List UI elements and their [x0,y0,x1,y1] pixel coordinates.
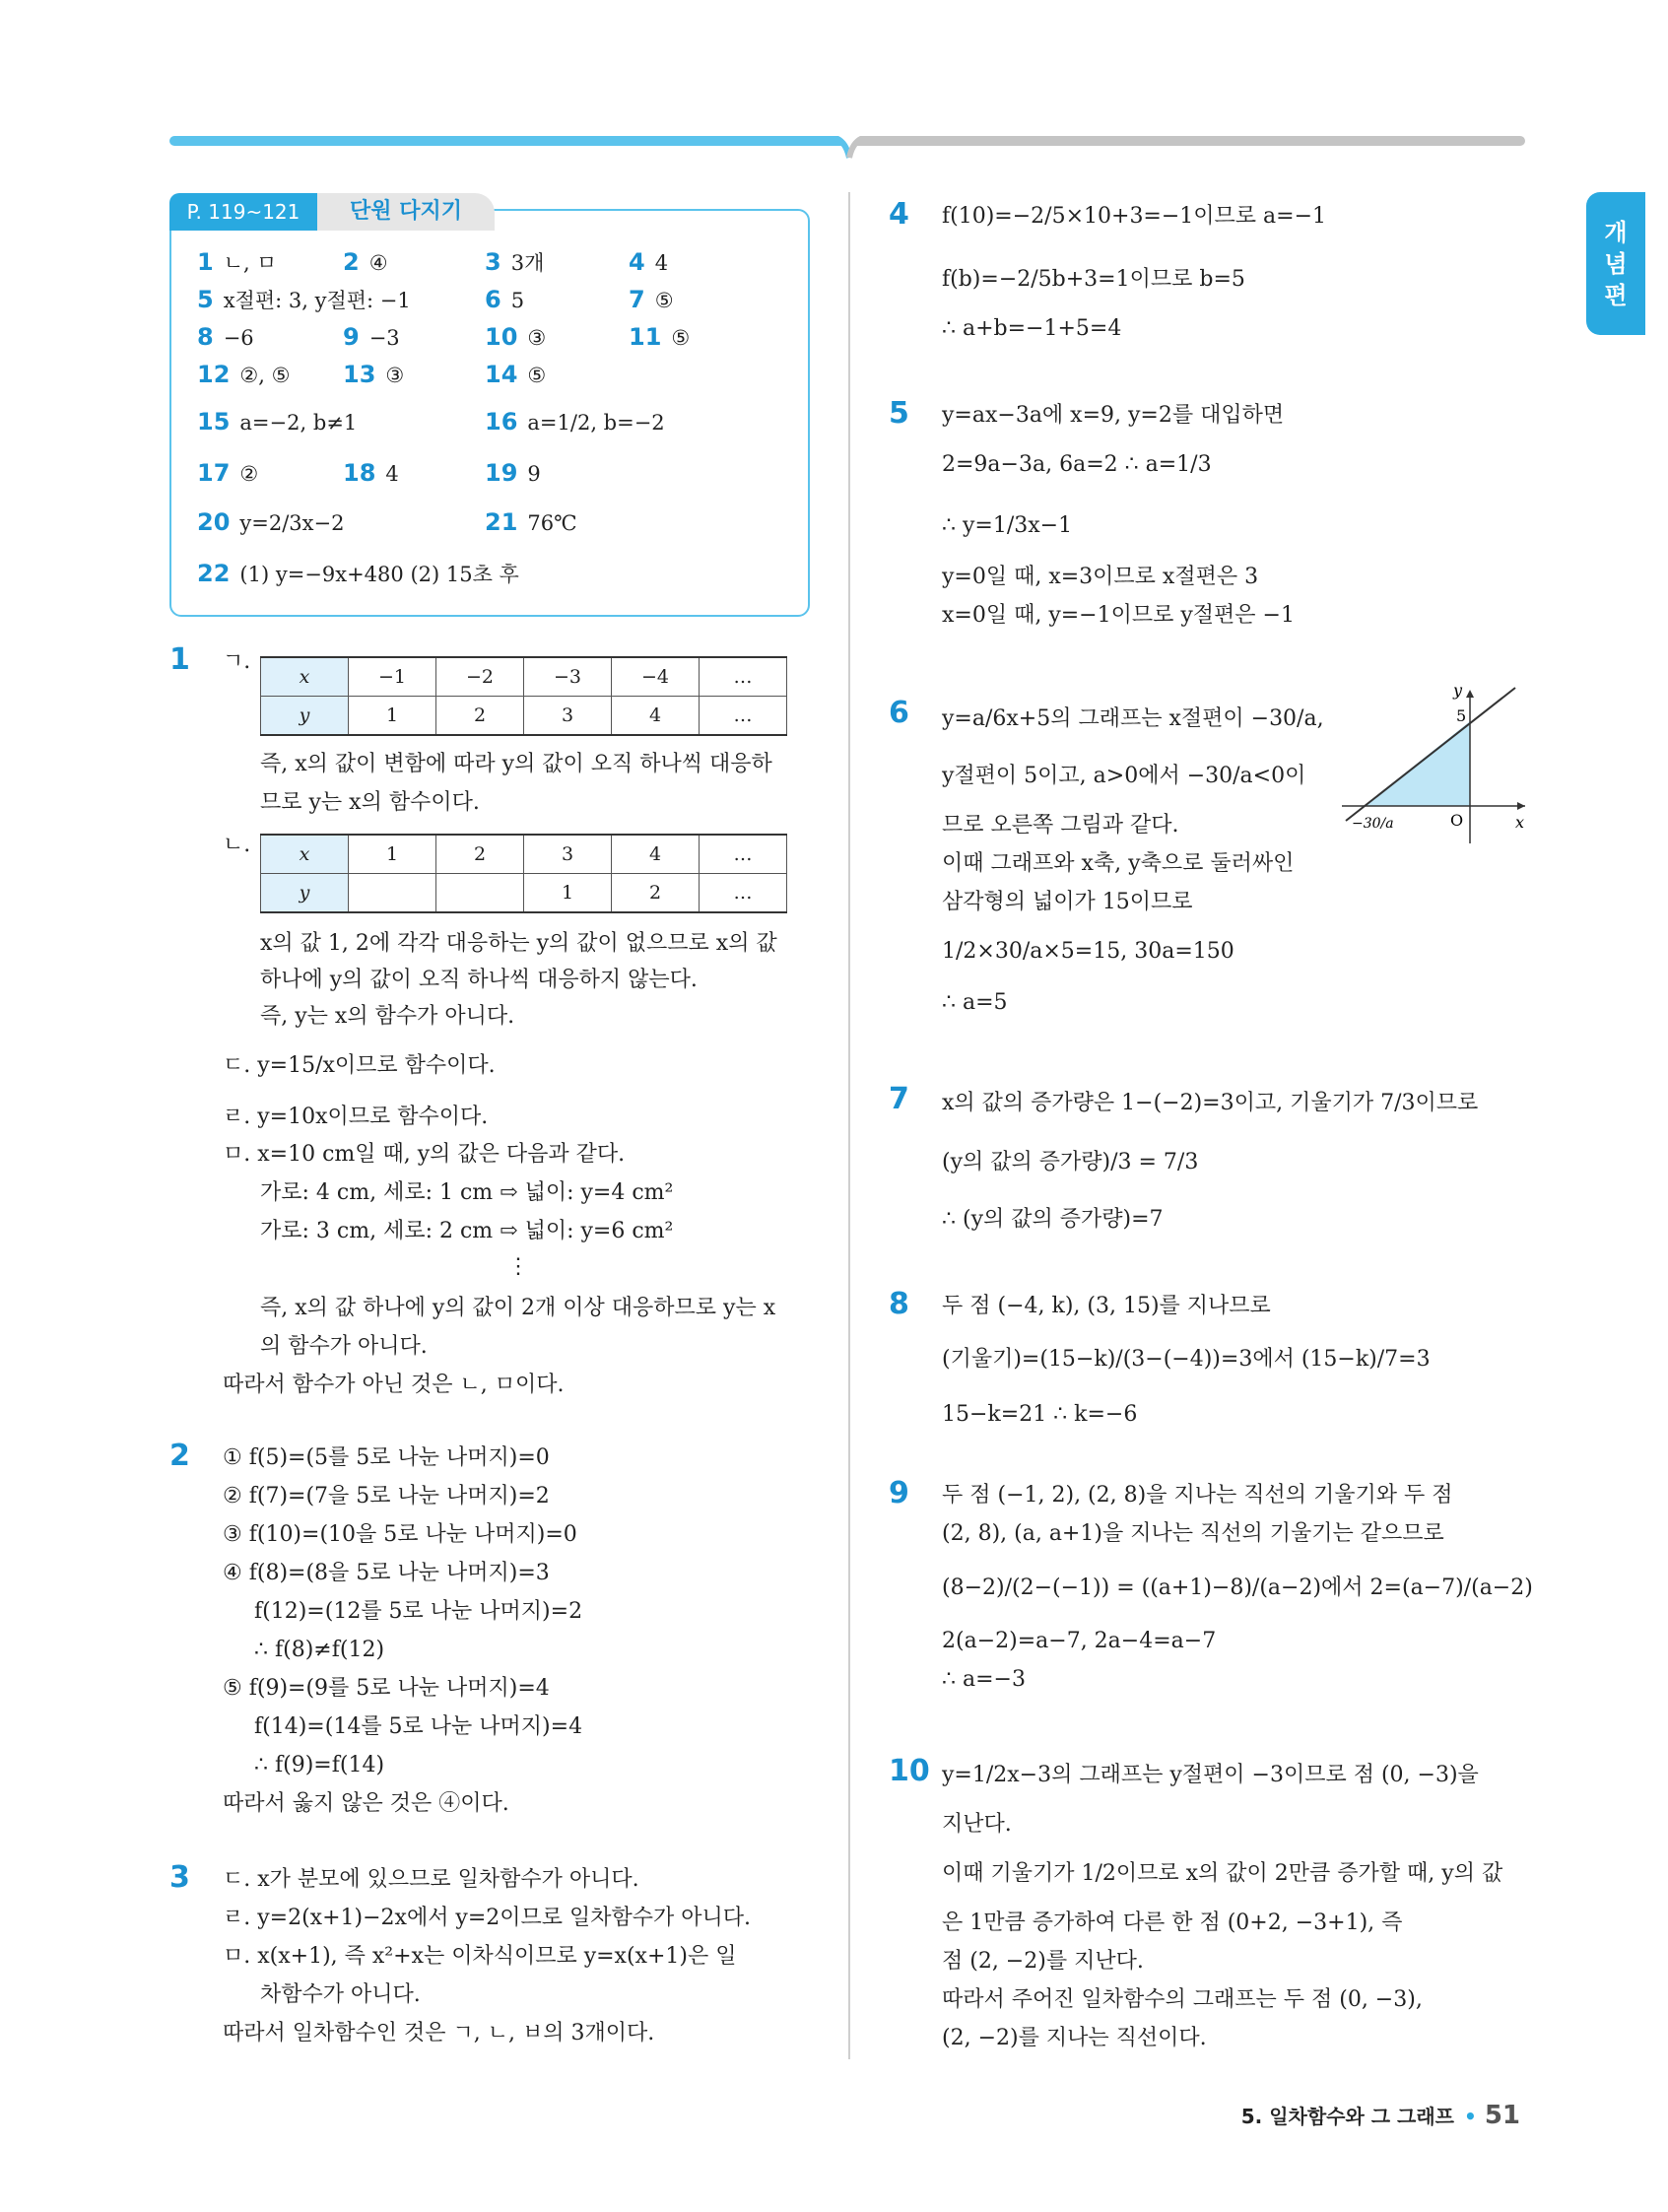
answer-number: 13 [343,361,376,388]
answer-value: (1) y=−9x+480 (2) 15초 후 [239,563,519,586]
answer-value: 3개 [510,251,545,275]
text-line: x의 값 1, 2에 각각 대응하는 y의 값이 없으므로 x의 값 [260,931,777,956]
table-cell: … [700,874,787,913]
bullet-icon: • [1464,2105,1477,2128]
top-rule-notch [832,136,867,160]
answer-value: a=−2, b≠1 [239,411,358,435]
problem-number: 9 [889,1476,909,1510]
text-line: x=0일 때, y=−1이므로 y절편은 −1 [942,603,1295,628]
text-line: ∴ a=−3 [942,1667,1026,1692]
answer-value: x절편: 3, y절편: −1 [223,289,411,312]
answer-value: 5 [510,289,525,312]
text-line: 지난다. [942,1812,1012,1837]
text-line: 두 점 (−1, 2), (2, 8)을 지나는 직선의 기울기와 두 점 [942,1483,1453,1508]
text-line: ② f(7)=(7을 5로 나눈 나머지)=2 [223,1484,550,1508]
text-line: (2, −2)를 지나는 직선이다. [942,2026,1207,2050]
chapter-title: 5. 일차함수와 그 그래프 [1240,2105,1455,2128]
answer-number: 12 [197,361,231,388]
text-line: x의 값의 증가량은 1−(−2)=3이고, 기울기가 7/3이므로 [942,1091,1479,1115]
answer-number: 11 [629,323,662,351]
answer-value: y=2/3x−2 [239,511,345,535]
y-intercept-label: 5 [1456,706,1467,725]
side-tab-char: 편 [1604,281,1628,309]
table-cell: 2 [612,874,700,913]
table-cell: −2 [436,657,524,697]
text-line: 2=9a−3a, 6a=2 ∴ a=1/3 [942,452,1212,477]
text-line: ∴ f(9)=f(14) [254,1753,385,1777]
answer-value: 9 [527,462,541,486]
answer-number: 4 [629,248,645,276]
table-cell: −3 [524,657,612,697]
answer-value: ③ [385,364,405,387]
text-line: 따라서 옳지 않은 것은 ④이다. [223,1791,509,1816]
text-line: ∴ y=1/3x−1 [942,513,1073,538]
answer-value: ⑤ [671,326,691,350]
side-tab-char: 개 [1604,218,1628,246]
text-line: y절편이 5이고, a>0에서 −30/a<0이 [942,764,1306,788]
answer-value: 76℃ [527,511,577,535]
x-axis-arrow-icon [1517,802,1525,810]
text-line: 차함수가 아니다. [260,1982,421,2007]
table-cell: 4 [612,697,700,736]
text-line: ① f(5)=(5를 5로 나눈 나머지)=0 [223,1445,550,1470]
text-line: ㅁ. x=10 cm일 때, y의 값은 다음과 같다. [223,1142,626,1167]
table-cell [436,874,524,913]
table-cell: … [700,697,787,736]
answer-number: 14 [485,361,518,388]
page-number: 51 [1484,2101,1520,2130]
problem-number: 5 [889,396,909,431]
text-line: 2(a−2)=a−7, 2a−4=a−7 [942,1629,1217,1653]
y-axis-arrow-icon [1466,690,1474,698]
text-line: 따라서 함수가 아닌 것은 ㄴ, ㅁ이다. [223,1373,565,1397]
item-label: ㄱ. [223,649,251,674]
text-line: f(12)=(12를 5로 나눈 나머지)=2 [254,1599,583,1624]
text-line: (8−2)/(2−(−1)) = ((a+1)−8)/(a−2)에서 2=(a−7)/(a−2) [942,1575,1533,1600]
text-line: ㄹ. y=10x이므로 함수이다. [223,1105,489,1129]
text-line: ㅁ. x(x+1), 즉 x²+x는 이차식이므로 y=x(x+1)은 일 [223,1944,737,1969]
text-line: ③ f(10)=(10을 5로 나눈 나머지)=0 [223,1522,577,1547]
text-line: 하나에 y의 값이 오직 하나씩 대응하지 않는다. [260,968,698,992]
answer-number: 3 [485,248,501,276]
text-line: 따라서 일차함수인 것은 ㄱ, ㄴ, ㅂ의 3개이다. [223,2021,655,2045]
text-line: 이때 기울기가 1/2이므로 x의 값이 2만큼 증가할 때, y의 값 [942,1861,1503,1886]
problem-number: 3 [169,1860,190,1895]
text-line: ㄷ. y=15/x이므로 함수이다. [223,1053,496,1078]
text-line: y=a/6x+5의 그래프는 x절편이 −30/a, [942,706,1324,731]
table-cell: y [261,874,349,913]
problem-number: 10 [889,1754,930,1788]
table-cell: 3 [524,697,612,736]
text-line: 즉, x의 값 하나에 y의 값이 2개 이상 대응하므로 y는 x [260,1296,776,1320]
text-line: f(10)=−2/5×10+3=−1이므로 a=−1 [942,204,1327,229]
text-line: 두 점 (−4, k), (3, 15)를 지나므로 [942,1294,1271,1318]
text-line: 즉, x의 값이 변함에 따라 y의 값이 오직 하나씩 대응하 [260,752,772,776]
x-axis-label: x [1515,813,1525,832]
text-line: y=0일 때, x=3이므로 x절편은 3 [942,565,1259,589]
y-axis-label: y [1452,686,1462,700]
answer-number: 1 [197,248,214,276]
answer-value: a=1/2, b=−2 [527,411,665,435]
table-cell: 1 [349,697,436,736]
text-line: 가로: 4 cm, 세로: 1 cm ⇨ 넓이: y=4 cm² [260,1180,674,1205]
problem-number: 4 [889,197,909,232]
text-line: 므로 오른쪽 그림과 같다. [942,813,1179,838]
answer-number: 2 [343,248,360,276]
answer-number: 7 [629,286,645,313]
table-cell [349,874,436,913]
table-cell: … [700,657,787,697]
answer-value: ② [239,462,259,486]
text-line: 즉, y는 x의 함수가 아니다. [260,1004,515,1029]
text-line: y=1/2x−3의 그래프는 y절편이 −3이므로 점 (0, −3)을 [942,1763,1479,1787]
table-cell: −1 [349,657,436,697]
text-line: 점 (2, −2)를 지난다. [942,1949,1144,1974]
text-line: 의 함수가 아니다. [260,1334,428,1359]
text-line: y=ax−3a에 x=9, y=2를 대입하면 [942,403,1285,428]
table-cell: y [261,697,349,736]
origin-label: O [1450,811,1464,830]
text-line: ∴ a=5 [942,990,1008,1015]
text-line: 따라서 주어진 일차함수의 그래프는 두 점 (0, −3), [942,1987,1423,2012]
table-cell: … [700,835,787,874]
answer-number: 8 [197,323,214,351]
answer-value: 4 [654,251,669,275]
answer-number: 21 [485,508,518,536]
text-line: 이때 그래프와 x축, y축으로 둘러싸인 [942,851,1295,876]
text-line: ∴ f(8)≠f(12) [254,1638,385,1662]
problem-number: 6 [889,696,909,730]
table-cell: 2 [436,835,524,874]
item-label: ㄴ. [223,833,251,857]
problem-number: 1 [169,642,190,677]
side-tab-char: 념 [1604,249,1628,278]
x-intercept-label: −30/a [1352,816,1394,832]
answer-number: 10 [485,323,518,351]
table-cell: x [261,835,349,874]
table-cell: −4 [612,657,700,697]
value-table-a [260,656,787,736]
problem-number: 7 [889,1082,909,1116]
table-cell: 1 [524,874,612,913]
answer-number: 16 [485,408,518,436]
text-line: ㄹ. y=2(x+1)−2x에서 y=2이므로 일차함수가 아니다. [223,1906,752,1930]
text-line: ④ f(8)=(8을 5로 나눈 나머지)=3 [223,1561,550,1585]
answer-value: ②, ⑤ [239,364,291,387]
table-cell: 2 [436,697,524,736]
answer-number: 9 [343,323,360,351]
text-line: 므로 y는 x의 함수이다. [260,790,480,815]
value-table-b [260,834,787,913]
answer-value: ⑤ [654,289,674,312]
page-footer [1241,2101,1520,2130]
text-line: 1/2×30/a×5=15, 30a=150 [942,939,1234,964]
answer-number: 5 [197,286,214,313]
text-line: ∴ (y의 값의 증가량)=7 [942,1207,1164,1232]
text-line: ⑤ f(9)=(9를 5로 나눈 나머지)=4 [223,1676,550,1701]
text-line: f(14)=(14를 5로 나눈 나머지)=4 [254,1714,583,1739]
text-line: 가로: 3 cm, 세로: 2 cm ⇨ 넓이: y=6 cm² [260,1219,674,1243]
problem-number: 8 [889,1287,909,1321]
answer-number: 17 [197,459,231,487]
answer-number: 19 [485,459,518,487]
answer-value: −3 [368,326,400,350]
table-cell: 1 [349,835,436,874]
text-line: f(b)=−2/5b+3=1이므로 b=5 [942,267,1245,292]
table-cell: 4 [612,835,700,874]
answer-value: 4 [385,462,399,486]
answer-box-title: 단원 다지기 [317,193,495,231]
answer-value: −6 [223,326,254,350]
text-line: ∴ a+b=−1+5=4 [942,316,1122,341]
text-line: 15−k=21 ∴ k=−6 [942,1402,1138,1427]
column-divider [848,192,850,2059]
problem-number: 2 [169,1439,190,1473]
answer-number: 6 [485,286,501,313]
answer-value: ㄴ, ㅁ [223,251,277,275]
text-line: (2, 8), (a, a+1)을 지나는 직선의 기울기는 같으므로 [942,1521,1444,1546]
text-line: 삼각형의 넓이가 15이므로 [942,890,1193,914]
top-rule-gray [849,136,1525,146]
table-cell: 3 [524,835,612,874]
answer-value: ⑤ [527,364,547,387]
answer-number: 18 [343,459,376,487]
intercept-graph [1342,686,1529,843]
text-line: (y의 값의 증가량)/3 = 7/3 [942,1150,1199,1174]
answer-value: ④ [368,251,388,275]
section-side-tab[interactable] [1586,192,1645,335]
answer-number: 20 [197,508,231,536]
text-line: ㄷ. x가 분모에 있으므로 일차함수가 아니다. [223,1867,639,1892]
ellipsis: ⋮ [507,1254,529,1279]
table-cell: x [261,657,349,697]
answer-number: 15 [197,408,231,436]
top-rule-blue [169,136,849,146]
text-line: (기울기)=(15−k)/(3−(−4))=3에서 (15−k)/7=3 [942,1347,1431,1372]
page-range-tab: P. 119~121 [169,193,317,231]
answer-number: 22 [197,560,231,587]
answer-value: ③ [527,326,547,350]
text-line: 은 1만큼 증가하여 다른 한 점 (0+2, −3+1), 즉 [942,1910,1403,1935]
